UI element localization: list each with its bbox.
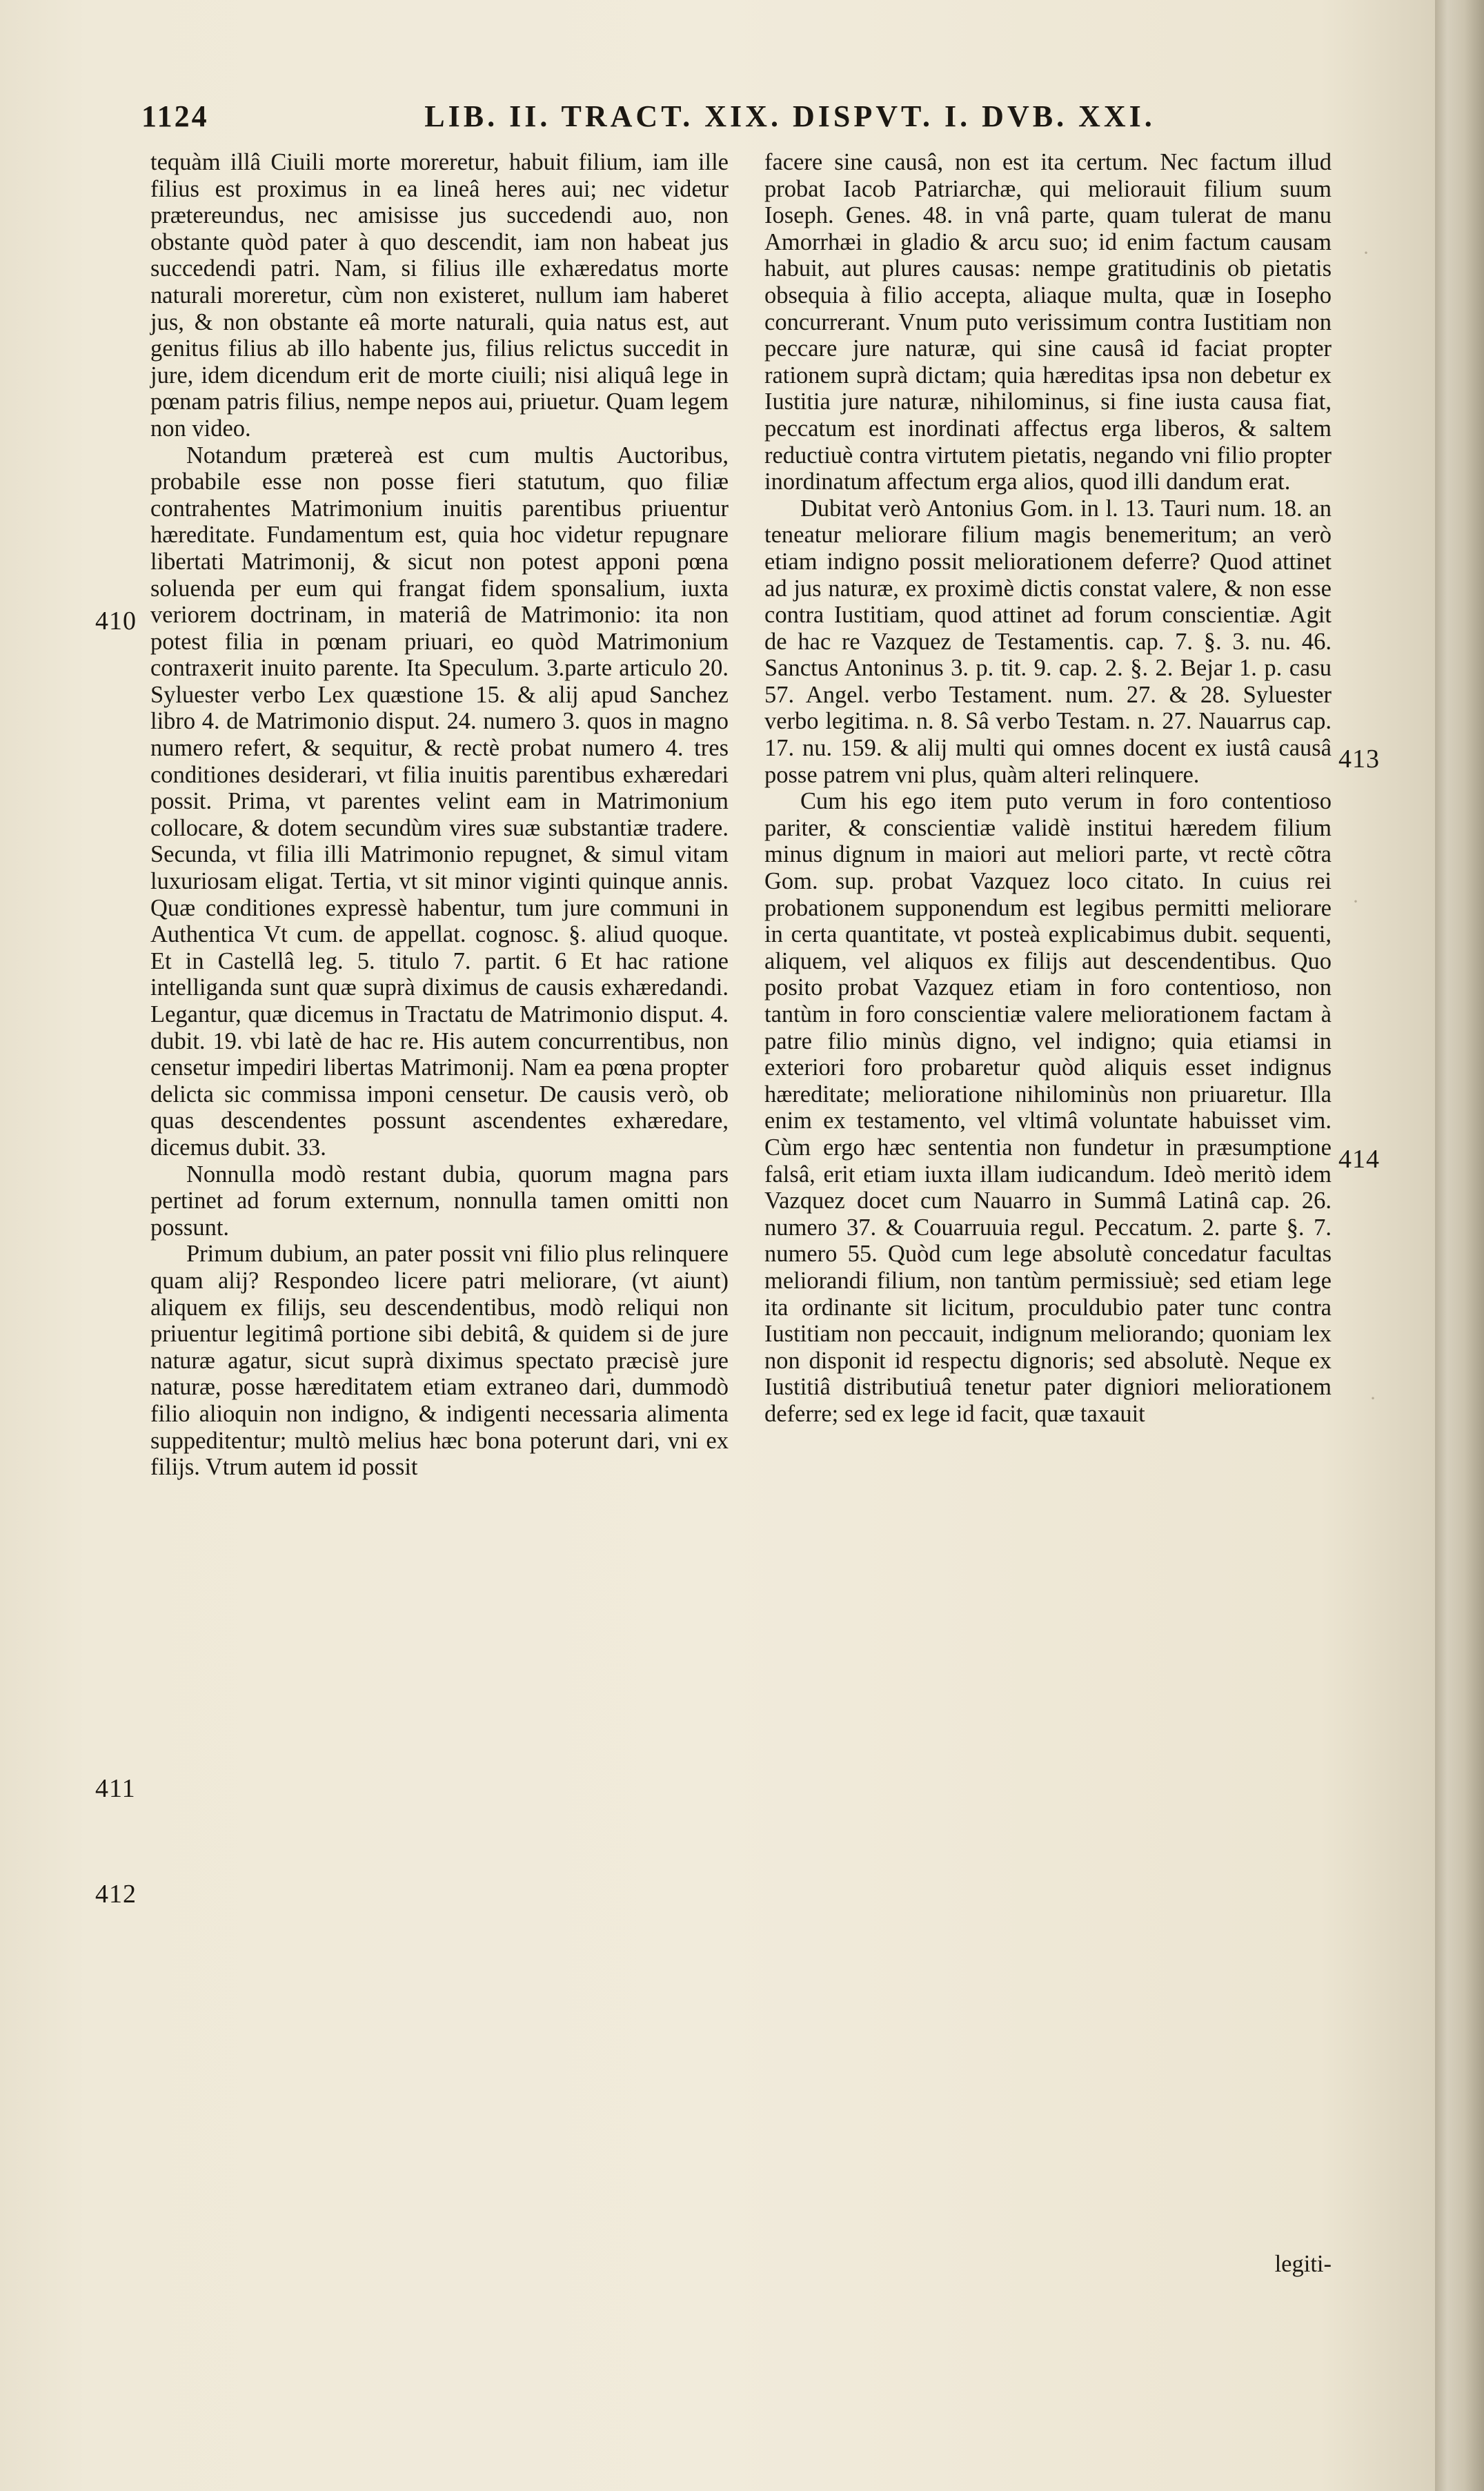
paragraph-411: Nonnulla modò restant dubia, quorum magna pars pertinet ad forum externum, nonnulla tamen omitti non possunt. [150,1161,729,1241]
paragraph-continuation: tequàm illâ Ciuili morte moreretur, habuit filium, iam ille filius est proximus in ea lineâ heres aui; nec videtur prætereundus, nec amisisse jus succedendi auo, non obstante quòd pater à quo descendit, iam non habeat jus succedendi patri. Nam, si filius ille exhæredatus morte naturali moreretur, cùm non existeret, nullum iam haberet jus, & non obstante eâ morte naturali, quia natus est, aut genitus filius ab illo habente jus, filius relictus succedit in jure, idem dicendum erit de morte ciuili; nisi aliquâ lege in pœnam patris filius, nempe nepos aui, priuetur. Quam legem non video. [150,149,729,442]
margin-number-411: 411 [95,1774,136,1803]
margin-number-412: 412 [95,1880,137,1909]
page-number: 1124 [141,99,209,133]
right-column [764,149,1332,1428]
running-head-title: LIB. II. TRACT. XIX. DISPVT. I. DVB. XXI. [424,99,1156,133]
margin-number-413: 413 [1338,745,1380,774]
bleed-through-mark: · [1369,1387,1376,1410]
bleed-through-mark: · [1352,890,1359,913]
page-edge [1435,0,1484,2491]
margin-number-410: 410 [95,607,137,636]
paragraph-414: Cum his ego item puto verum in foro contentioso pariter, & conscientiæ validè institui hæredem filium minus dignum in maiori aut meliori parte, vt rectè cõtra Gom. sup. probat Vazquez loco citato. In cuius rei probationem supponendum est legibus permitti meliorare in certa quantitate, vt posteà explicabimus dubit. sequenti, aliquem, vel aliquos ex filijs aut descendentibus. Quo posito probat Vazquez etiam in foro contentioso, non tantùm in foro conscientiæ valere meliorationem factam à patre filio minùs digno, vel indigno; quia etiamsi in exteriori foro probaretur quòd aliquis esset indignus hæreditate; melioratione nihilominùs non priuaretur. Illa enim ex testamento, vel vltimâ voluntate habuisset vim. Cùm ergo hæc sententia non fundetur in præsumptione falsâ, erit etiam iuxta illam iudicandum. Ideò meritò idem Vazquez docet cum Nauarro in Summâ Latinâ cap. 26. numero 37. & Couarruuia regul. Peccatum. 2. parte §. 7. numero 55. Quòd cum lege absolutè concedatur facultas meliorandi filium, non tantùm permissiuè; sed etiam lege ita ordinante sit licitum, proculdubio pater tunc contra Iustitiam non peccauit, indignum meliorando; quoniam lex non disponit id respectu dignoris; sed absolutè. Neque ex Iustitiâ distributiuâ tenetur pater digniori meliorationem deferre; sed ex lege id facit, quæ taxauit [764,788,1332,1427]
catchword: legiti- [1274,2251,1332,2277]
paragraph-continuation-right: facere sine causâ, non est ita certum. Nec factum illud probat Iacob Patriarchæ, qui meliorauit filium suum Ioseph. Genes. 48. in vnâ parte, quam tulerat de manu Amorrhæi in gladio & arcu suo; id enim factum causam habuit, aut plures causas: nempe gratitudinis ob pietatis obsequia à filio accepta, aliaque multa, quæ in Iosepho concurrerant. Vnum puto verissimum contra Iustitiam non peccare jure naturæ, qui sine causâ id faciat propter rationem suprà dictam; quia hæreditas ipsa non debetur ex Iustitia jure naturæ, nihilominus, si fine iusta causa fiat, peccatum est inordinati affectus erga liberos, & saltem reductiuè contra virtutem pietatis, negando vni filio propter inordinatum affectum erga alios, quod illi dandum erat. [764,149,1332,495]
paragraph-410: Notandum prætereà est cum multis Auctoribus, probabile esse non posse fieri statutum, quo filiæ contrahentes Matrimonium inuitis parentibus priuentur hæreditate. Fundamentum est, quia hoc videtur repugnare libertati Matrimonij, & sicut non potest apponi pœna soluenda per eum qui frangat fidem sponsalium, iuxta veriorem doctrinam, in materiâ de Matrimonio: ita non potest filia in pœnam priuari, eo quòd Matrimonium contraxerit inuito parente. Ita Speculum. 3.parte articulo 20. Syluester verbo Lex quæstione 15. & alij apud Sanchez libro 4. de Matrimonio disput. 24. numero 3. quos in magno numero refert, & sequitur, & rectè probat numero 4. tres conditiones desiderari, vt filia inuitis parentibus exhæredari possit. Prima, vt parentes velint eam in Matrimonium collocare, & dotem secundùm vires suæ substantiæ tradere. Secunda, vt filia illi Matrimonio repugnet, & simul vitam luxuriosam eligat. Tertia, vt sit minor viginti quinque annis. Quæ conditiones expressè habentur, tum jure communi in Authentica Vt cum. de appellat. cognosc. §. aliud quoque. Et in Castellâ leg. 5. titulo 7. partit. 6 Et hac ratione intelliganda sunt quæ suprà diximus de causis exhæredandi. Legantur, quæ dicemus in Tractatu de Matrimonio disput. 4. dubit. 19. vbi latè de hac re. His autem concurrentibus, non censetur impediri libertas Matrimonij. Nam ea pœna propter delicta sic commissa imponi censetur. De causis verò, ob quas descendentes possunt ascendentes exhæredare, dicemus dubit. 33. [150,442,729,1161]
paragraph-413: Dubitat verò Antonius Gom. in l. 13. Tauri num. 18. an teneatur meliorare filium magis benemeritum; an verò etiam indigno possit meliorationem deferre? Quod attinet ad jus naturæ, ex proximè dictis constat valere, & non esse contra Iustitiam, quod attinet ad forum conscientiæ. Agit de hac re Vazquez de Testamentis. cap. 7. §. 3. nu. 46. Sanctus Antoninus 3. p. tit. 9. cap. 2. §. 2. Bejar 1. p. casu 57. Angel. verbo Testament. num. 27. & 28. Syluester verbo legitima. n. 8. Sâ verbo Testam. n. 27. Nauarrus cap. 17. nu. 159. & alij multi qui omnes docent ex iustâ causâ posse patrem vni plus, quàm alteri relinquere. [764,495,1332,788]
margin-number-414: 414 [1338,1145,1380,1174]
left-column [150,149,729,1481]
running-head [141,99,1335,148]
paragraph-412: Primum dubium, an pater possit vni filio plus relinquere quam alij? Respondeo licere patri meliorare, (vt aiunt) aliquem ex filijs, seu descendentibus, modò reliqui non priuentur legitimâ portione sibi debitâ, & quidem si de jure naturæ agatur, sicut suprà diximus spectato præcisè jure naturæ, posse hæreditatem etiam extraneo dari, dummodò filio alioquin non indigno, & indigenti necessaria alimenta suppeditentur; multò melius hæc bona poterunt dari, vni ex filijs. Vtrum autem id possit [150,1241,729,1481]
bleed-through-mark: · [1363,242,1369,264]
